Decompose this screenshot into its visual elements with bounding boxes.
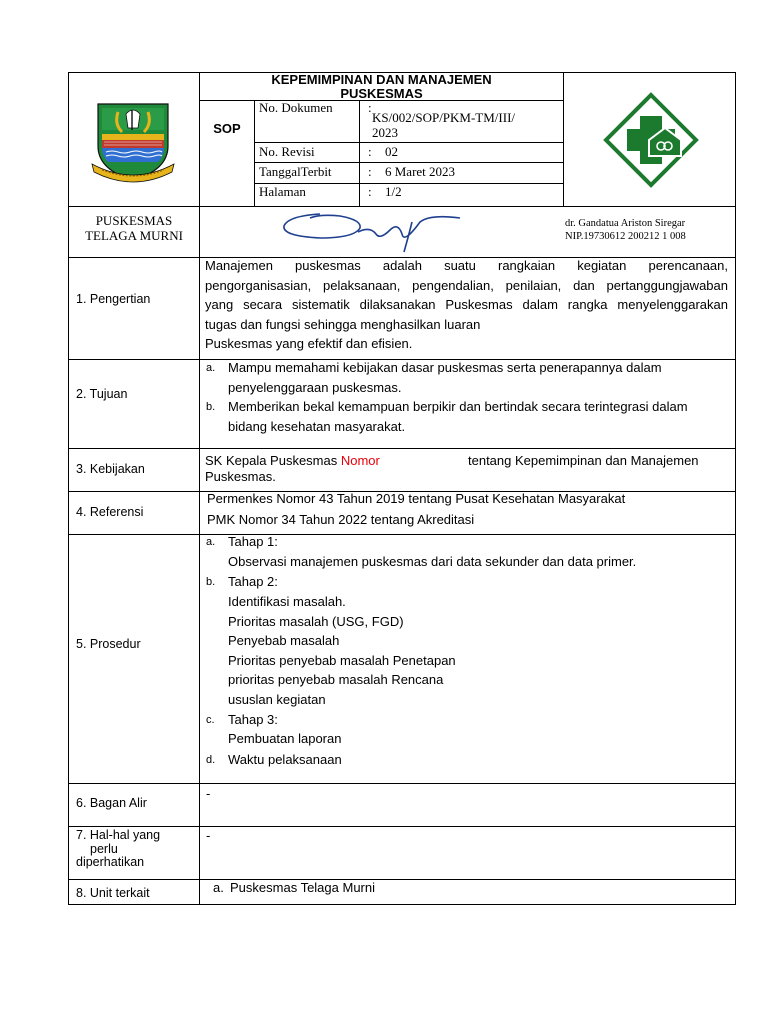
prosedur-marker-c: c. xyxy=(206,714,215,726)
row-divider-header xyxy=(68,206,736,207)
pengertian-line-5: Puskesmas yang efektif dan efisien. xyxy=(205,336,413,351)
sop-label: SOP xyxy=(213,121,241,136)
signer-block xyxy=(565,217,733,243)
tujuan-b-line-2: bidang kesehatan masyarakat. xyxy=(228,418,406,434)
signature xyxy=(280,208,470,256)
prosedur-waktu: Waktu pelaksanaan xyxy=(228,752,342,767)
prosedur-b-line-4: Prioritas penyebab masalah Penetapan xyxy=(228,653,456,668)
field-halaman-value: 1/2 xyxy=(385,184,402,199)
signer-name: dr. Gandatua Ariston Siregar xyxy=(565,218,686,229)
field-halaman-label: Halaman xyxy=(259,184,306,199)
field-no-revisi-value: 02 xyxy=(385,144,398,159)
health-cross-icon xyxy=(603,92,699,188)
kebijakan-nomor-highlight: Nomor xyxy=(340,453,380,468)
field-tanggal-label: TanggalTerbit xyxy=(259,164,332,179)
frame-left xyxy=(68,72,69,905)
kebijakan-line-2: Puskesmas. xyxy=(205,469,276,484)
referensi-line-1: Permenkes Nomor 43 Tahun 2019 tentang Pusat Kesehatan Masyarakat xyxy=(207,491,626,506)
hal-hal-label-line-1: 7. Hal-hal yang xyxy=(76,828,161,842)
prosedur-marker-b: b. xyxy=(206,576,216,588)
tujuan-a-line-2: penyelenggaraan puskesmas. xyxy=(228,379,402,395)
field-halaman-colon: : xyxy=(368,184,372,199)
prosedur-tahap-1: Tahap 1: xyxy=(228,534,278,549)
section-label-tujuan: 2. Tujuan xyxy=(76,387,128,401)
prosedur-marker-a: a. xyxy=(206,536,216,548)
section-label-bagan-alir: 6. Bagan Alir xyxy=(76,796,147,810)
field-no-dokumen-label: No. Dokumen xyxy=(259,100,333,115)
prosedur-b-line-1: Identifikasi masalah. xyxy=(228,594,346,609)
prosedur-b-line-6: ususlan kegiatan xyxy=(228,692,326,707)
tujuan-b-line-1: Memberikan bekal kemampuan berpikir dan bertindak secara terintegrasi dalam xyxy=(228,399,688,414)
tujuan-marker-a: a. xyxy=(206,362,216,374)
pengertian-line-4: tugas dan fungsi sehingga menghasilkan luaran xyxy=(205,316,481,332)
emblem-icon xyxy=(88,100,178,184)
unit-terkait-marker: a. xyxy=(213,880,224,895)
tujuan-marker-b: b. xyxy=(206,401,216,413)
org-line-1: PUSKESMAS xyxy=(95,213,173,228)
prosedur-tahap-2: Tahap 2: xyxy=(228,574,278,589)
west-java-emblem xyxy=(88,100,178,184)
prosedur-b-line-2: Prioritas masalah (USG, FGD) xyxy=(228,614,404,629)
prosedur-c-line-1: Pembuatan laporan xyxy=(228,731,342,746)
title-line-2: PUSKESMAS xyxy=(340,86,423,101)
label-column-divider xyxy=(199,72,200,905)
field-no-dokumen-colon: : xyxy=(368,100,372,115)
bagan-alir-value: - xyxy=(206,786,211,801)
no-dokumen-line-2: 2023 xyxy=(372,125,398,140)
prosedur-a-line-1: Observasi manajemen puskesmas dari data sekunder dan data primer. xyxy=(228,554,637,569)
kebijakan-text-end: tentang Kepemimpinan dan Manajemen xyxy=(468,453,699,468)
field-no-revisi-colon: : xyxy=(368,144,372,159)
prosedur-b-line-5: prioritas penyebab masalah Rencana xyxy=(228,672,444,687)
hal-hal-value: - xyxy=(206,828,211,843)
field-tanggal-colon: : xyxy=(368,164,372,179)
section-label-kebijakan: 3. Kebijakan xyxy=(76,462,145,476)
sop-divider xyxy=(254,100,255,206)
kebijakan-text-start: SK Kepala Puskesmas xyxy=(205,453,341,468)
pengertian-line-1: Manajemen puskesmas adalah suatu rangkaian kegiatan perencanaan, xyxy=(205,258,728,273)
section-label-referensi: 4. Referensi xyxy=(76,505,144,519)
row-divider-2 xyxy=(68,448,736,449)
pengertian-line-3: yang secara sistematik dilaksanakan Puskesmas dalam rangka menyelenggarakan xyxy=(205,297,728,312)
field-no-revisi-label: No. Revisi xyxy=(259,144,315,159)
section-label-unit-terkait: 8. Unit terkait xyxy=(76,886,150,900)
section-label-hal-hal xyxy=(76,829,160,870)
puskesmas-logo xyxy=(603,92,699,188)
frame-right xyxy=(735,72,736,905)
field-tanggal-value: 6 Maret 2023 xyxy=(385,164,456,179)
pengertian-line-2: pengorganisasian, pelaksanaan, pengendalian, penilaian, dan pertanggungjawaban xyxy=(205,277,728,293)
unit-terkait-value: Puskesmas Telaga Murni xyxy=(230,880,375,895)
signature-icon xyxy=(280,208,470,256)
row-divider-4 xyxy=(68,534,736,535)
hal-hal-label-line-3: diperhatikan xyxy=(76,855,145,869)
logo-column-divider xyxy=(563,72,564,206)
organization-name xyxy=(69,213,199,243)
section-label-prosedur: 5. Prosedur xyxy=(76,637,141,651)
section-label-pengertian: 1. Pengertian xyxy=(76,292,151,306)
hal-hal-label-line-2: perlu xyxy=(90,841,118,856)
field-row-divider-1 xyxy=(254,142,563,143)
frame-bottom xyxy=(68,904,736,905)
field-row-divider-2 xyxy=(254,162,563,163)
document-title xyxy=(200,72,563,101)
row-divider-7 xyxy=(68,879,736,880)
signer-nip: NIP.19730612 200212 1 008 xyxy=(565,231,686,242)
org-line-2: TELAGA MURNI xyxy=(85,228,183,243)
prosedur-tahap-3: Tahap 3: xyxy=(228,712,278,727)
title-line-1: KEPEMIMPINAN DAN MANAJEMEN xyxy=(271,72,492,87)
no-dokumen-line-1: KS/002/SOP/PKM-TM/III/ xyxy=(372,110,516,125)
prosedur-b-line-3: Penyebab masalah xyxy=(228,633,340,648)
field-divider xyxy=(359,100,360,206)
field-no-dokumen-value xyxy=(372,110,515,140)
tujuan-a-line-1: Mampu memahami kebijakan dasar puskesmas serta penerapannya dalam xyxy=(228,360,662,375)
row-divider-6 xyxy=(68,826,736,827)
row-divider-5 xyxy=(68,783,736,784)
prosedur-marker-d: d. xyxy=(206,754,216,766)
referensi-line-2: PMK Nomor 34 Tahun 2022 tentang Akreditasi xyxy=(207,511,475,527)
